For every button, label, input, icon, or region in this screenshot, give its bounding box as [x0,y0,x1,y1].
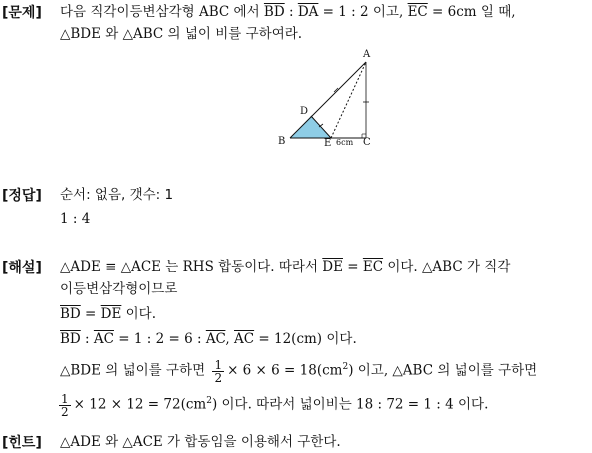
solution-text: 이다. [121,306,157,322]
problem-line-1 [60,3,516,21]
segment-ac: $\overline{AC}$ [205,331,226,347]
answer-meta: 순서: 없음, 갯수: 1 [60,187,174,203]
segment-bd: $\overline{BD}$ [60,306,81,322]
segment-ac: $\overline{AC}$ [93,331,114,347]
solution-text: ) 이고, △ABC 의 넓이를 구하면 [348,362,538,379]
answer-value: 1 : 4 [60,211,91,227]
solution-line-3 [60,305,156,323]
answer-label: [정답] [2,188,42,204]
fraction-one-half [212,359,224,384]
segment-ae [331,62,366,138]
fraction-denominator: 2 [214,370,223,385]
colon: : [284,4,298,20]
solution-label: [해설] [2,260,42,276]
solution-text: = 12(cm) 이다. [254,331,357,347]
fraction-numerator: 1 [214,357,223,372]
solution-text: ) 이다. 따라서 넓이비는 18 : 72 = 1 : 4 이다. [211,396,489,413]
solution-line-2: 이등변삼각형이므로 [60,281,178,297]
segment-da: $\overline{DA}$ [297,4,319,20]
solution-text: △ADE ≡ △ACE 는 RHS 합동이다. 따라서 [60,259,323,275]
equals: = [342,259,363,275]
label-b: B [278,136,286,147]
segment-bd: $\overline{BD}$ [60,331,81,347]
solution-line-4 [60,330,357,348]
hint-label: [힌트] [2,435,42,451]
hint-text: △ADE 와 △ACE 가 합동임을 이용해서 구한다. [60,434,341,450]
segment-ec: $\overline{EC}$ [407,4,428,20]
solution-line-6 [56,386,488,420]
solution-text: = 1 : 2 = 6 : [113,331,206,347]
problem-intro: 다음 직각이등변삼각형 ABC 에서 [60,4,264,20]
fraction-denominator: 2 [61,404,69,419]
solution-text: × 12 × 12 = 72(cm [73,396,207,413]
segment-bd: $\overline{BD}$ [263,4,285,20]
ratio-text: = 1 : 2 이고, [318,4,408,20]
triangle-figure [272,44,382,150]
label-e: E [324,138,332,149]
solution-text: × 6 × 6 = 18(cm [227,362,343,379]
problem-line-2: △BDE 와 △ABC 의 넓이 비를 구하여라. [60,26,303,42]
segment-de: $\overline{DE}$ [322,259,343,275]
problem-line-1-end: = 6cm 일 때, [427,4,516,20]
label-d: D [300,106,309,117]
superscript-2: 2 [342,362,349,372]
segment-ac: $\overline{AC}$ [234,331,255,347]
solution-line-5 [60,352,537,386]
label-ec-length: 6cm [336,138,354,147]
shaded-triangle-bde [290,116,331,138]
comma: , [225,331,235,347]
superscript-2: 2 [206,396,212,406]
segment-de: $\overline{DE}$ [100,306,122,322]
problem-label: [문제] [2,5,42,21]
fraction-one-half [59,393,71,418]
label-a: A [363,49,371,60]
solution-text: △BDE 의 넓이를 구하면 [60,362,210,379]
equals: = [80,306,101,322]
solution-text: 이다. △ABC 가 직각 [383,259,511,275]
solution-line-1 [60,258,510,276]
side-ab [290,62,366,138]
fraction-numerator: 1 [61,391,69,406]
segment-ec: $\overline{EC}$ [362,259,384,275]
colon: : [80,331,94,347]
label-c: C [363,137,371,148]
